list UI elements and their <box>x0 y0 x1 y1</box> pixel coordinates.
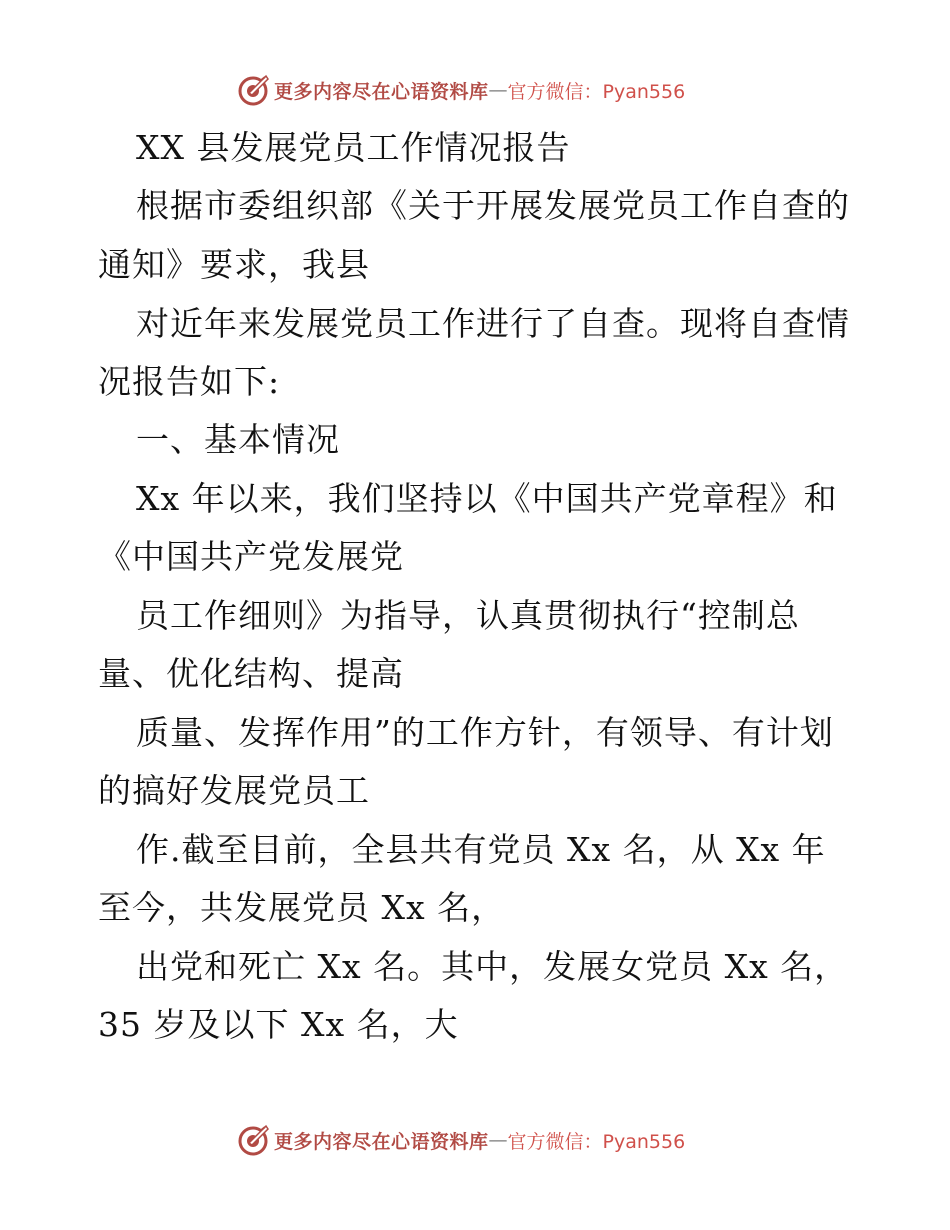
footer-watermark <box>236 1122 685 1158</box>
watermark-brand: 更多内容尽在心语资料库 <box>274 80 489 103</box>
paragraph-line: 量、优化结构、提高 <box>98 654 404 693</box>
section-heading: 一、基本情况 <box>136 420 340 459</box>
document-title: XX 县发展党员工作情况报告 <box>136 128 571 167</box>
paragraph-line: Xx 年以来，我们坚持以《中国共产党章程》和 <box>136 479 838 518</box>
paragraph-line: 《中国共产党发展党 <box>98 537 404 576</box>
paragraph-line: 35 岁及以下 Xx 名，大 <box>98 1005 459 1044</box>
paragraph-line: 的搞好发展党员工 <box>98 771 370 810</box>
paragraph-line: 对近年来发展党员工作进行了自查。现将自查情 <box>136 304 850 343</box>
watermark-separator: — <box>488 1129 508 1151</box>
paragraph-line: 根据市委组织部《关于开展发展党员工作自查的 <box>136 186 850 225</box>
watermark-contact: 官方微信：Pyan556 <box>507 1130 686 1153</box>
paragraph-line: 出党和死亡 Xx 名。其中，发展女党员 Xx 名， <box>136 947 849 986</box>
header-watermark <box>236 72 685 108</box>
paragraph-line: 作.截至目前，全县共有党员 Xx 名，从 Xx 年 <box>136 830 826 869</box>
paragraph-line: 员工作细则》为指导，认真贯彻执行“控制总 <box>136 596 800 635</box>
quill-logo-icon <box>236 1123 270 1157</box>
watermark-contact: 官方微信：Pyan556 <box>507 80 686 103</box>
paragraph-line: 通知》要求，我县 <box>98 245 370 284</box>
quill-logo-icon <box>236 73 270 107</box>
paragraph-line: 质量、发挥作用”的工作方针，有领导、有计划 <box>136 713 834 752</box>
paragraph-line: 至今，共发展党员 Xx 名， <box>98 888 506 927</box>
watermark-separator: — <box>488 79 508 101</box>
watermark-brand: 更多内容尽在心语资料库 <box>274 1130 489 1153</box>
paragraph-line: 况报告如下: <box>98 362 281 401</box>
